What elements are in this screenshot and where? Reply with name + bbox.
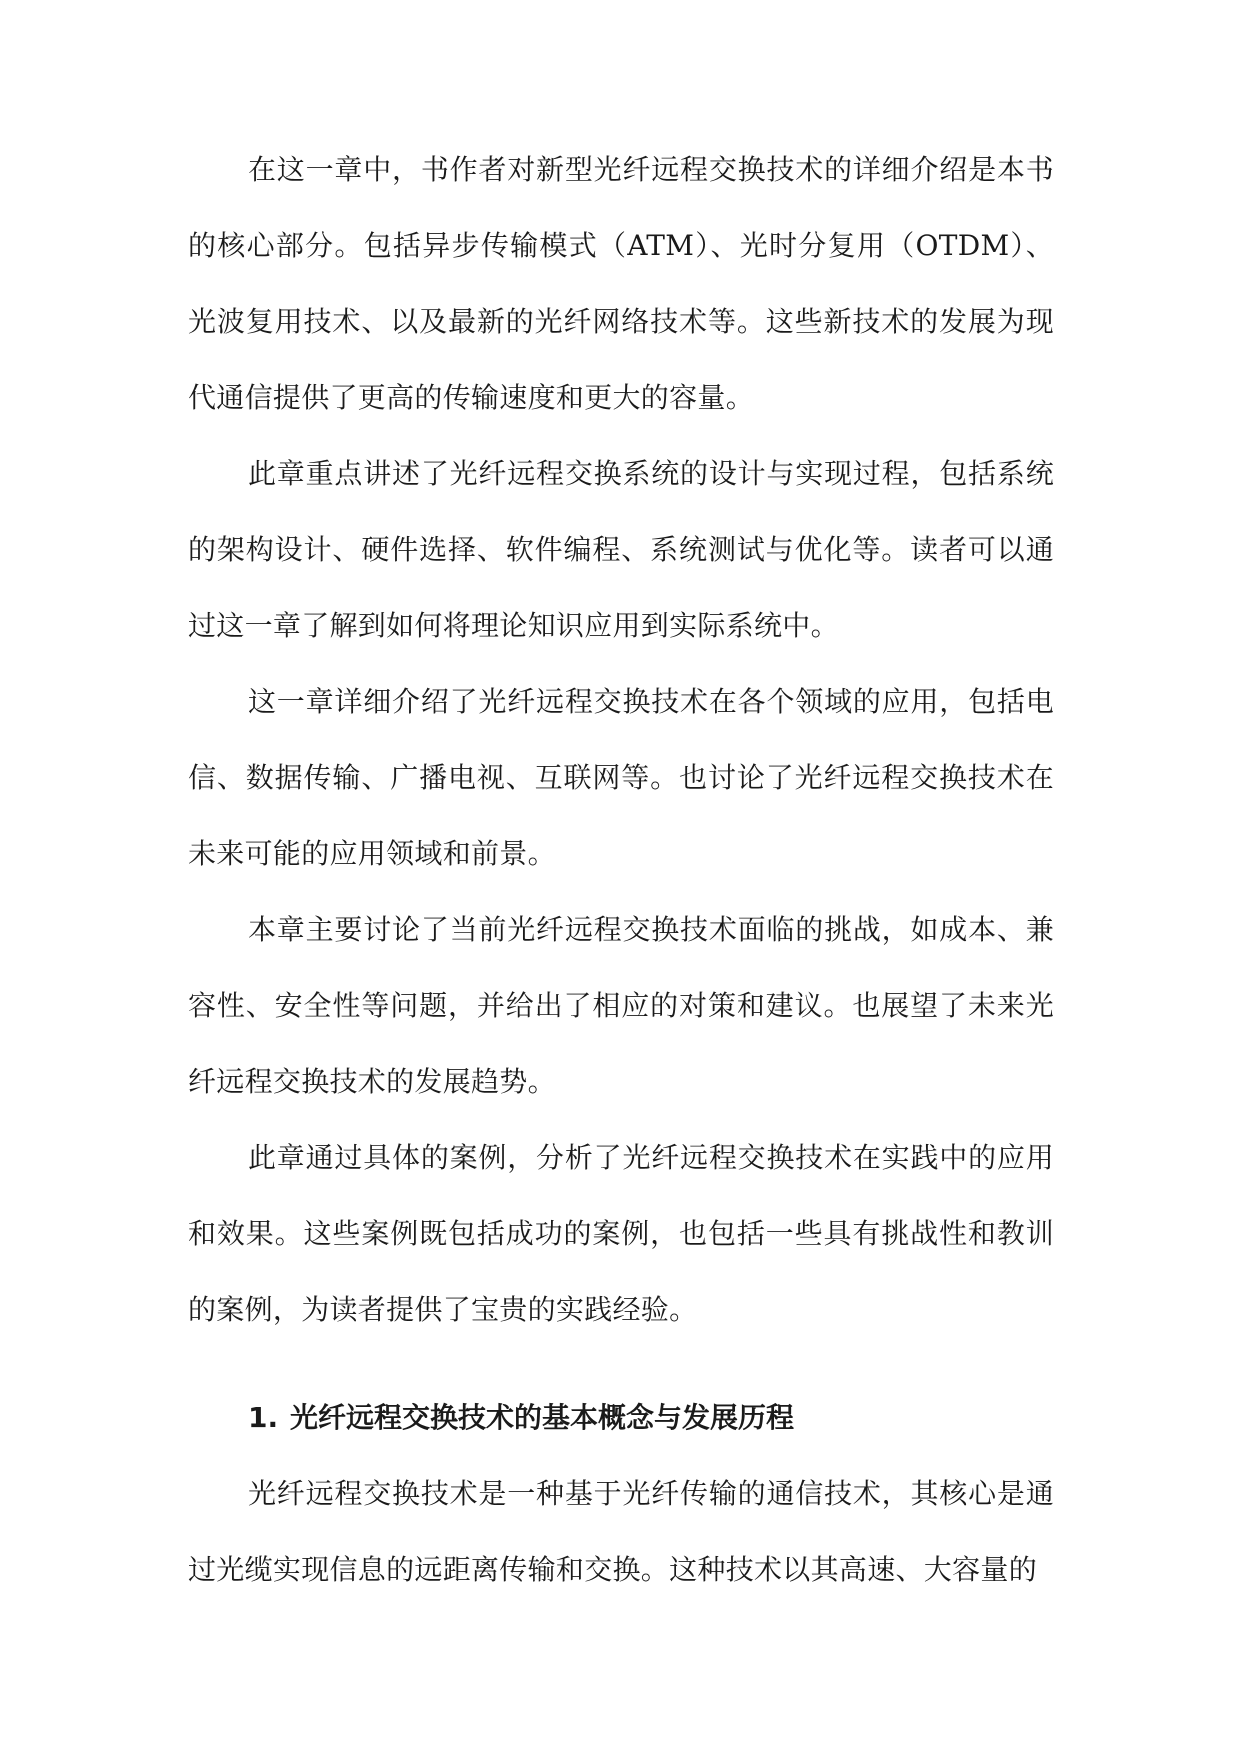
paragraph-challenges: 本章主要讨论了当前光纤远程交换技术面临的挑战，如成本、兼容性、安全性等问题，并给出了相应的对策和建议。也展望了未来光纤远程交换技术的发展趋势。 [188,913,1054,1098]
paragraph-chapter-overview: 在这一章中，书作者对新型光纤远程交换技术的详细介绍是本书的核心部分。包括异步传输模式（ATM）、光时分复用（OTDM）、光波复用技术、以及最新的光纤网络技术等。这些新技术的发展为现代通信提供了更高的传输速度和更大的容量。 [188,153,1054,414]
section-heading [248,1380,1054,1456]
paragraph-case-studies: 此章通过具体的案例，分析了光纤远程交换技术在实践中的应用和效果。这些案例既包括成功的案例，也包括一些具有挑战性和教训的案例，为读者提供了宝贵的实践经验。 [188,1141,1054,1326]
paragraph-applications: 这一章详细介绍了光纤远程交换技术在各个领域的应用，包括电信、数据传输、广播电视、互联网等。也讨论了光纤远程交换技术在未来可能的应用领域和前景。 [188,685,1054,870]
paragraph-basic-concept: 光纤远程交换技术是一种基于光纤传输的通信技术，其核心是通过光缆实现信息的远距离传输和交换。这种技术以其高速、大容量的 [188,1477,1054,1586]
paragraph-system-design: 此章重点讲述了光纤远程交换系统的设计与实现过程，包括系统的架构设计、硬件选择、软件编程、系统测试与优化等。读者可以通过这一章了解到如何将理论知识应用到实际系统中。 [188,457,1054,642]
section-heading-title: 光纤远程交换技术的基本概念与发展历程 [290,1401,795,1434]
section-heading-number: 1. [248,1401,279,1434]
